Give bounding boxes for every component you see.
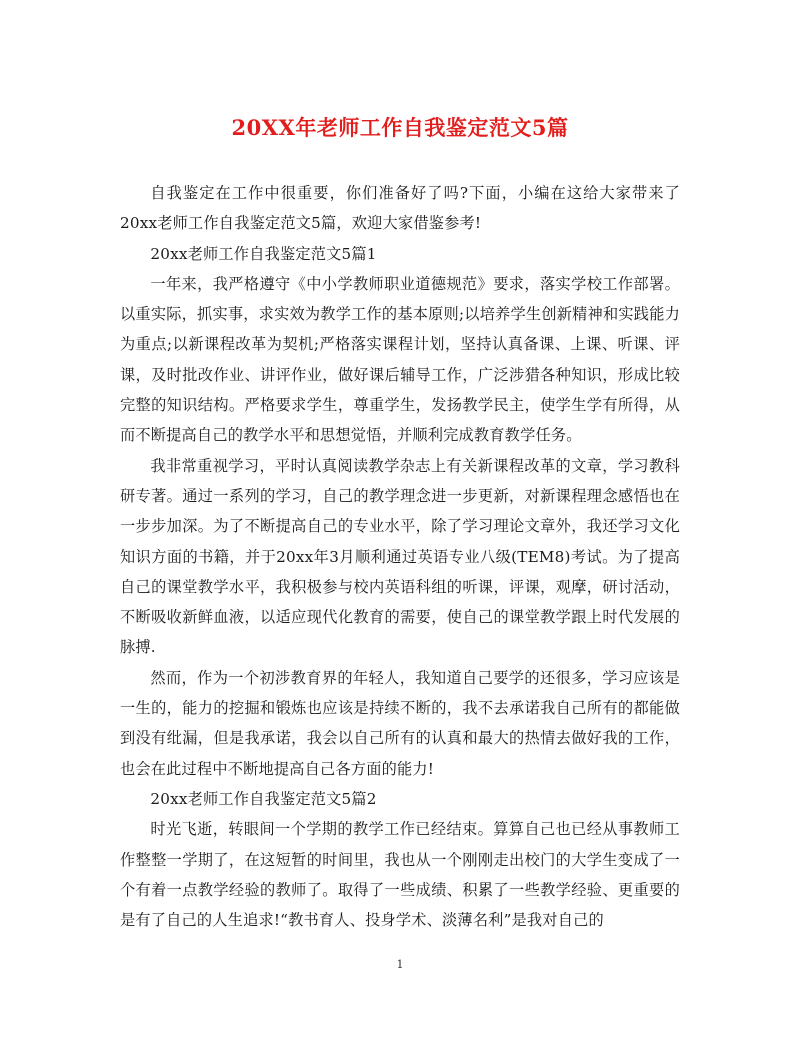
section-heading-1: 20xx老师工作自我鉴定范文5篇1 <box>150 244 377 263</box>
intro-paragraph: 自我鉴定在工作中很重要，你们准备好了吗?下面，小编在这给大家带来了20xx老师工作自我鉴定范文5篇，欢迎大家借鉴参考! <box>120 184 680 233</box>
section-heading-2: 20xx老师工作自我鉴定范文5篇2 <box>150 789 377 808</box>
section-1-paragraph-2: 我非常重视学习，平时认真阅读教学杂志上有关新课程改革的文章，学习教科研专著。通过一系列的学习，自己的教学理念进一步更新，对新课程理念感悟也在一步步加深。为了不断提高自己的专业水平，除了学习理论文章外，我还学习文化知识方面的书籍，并于20xx年3月顺利通过英语专业八级(TEM8)考试。为了提高自己的课堂教学水平，我积极参与校内英语科组的听课，评课，观摩，研讨活动，不断吸收新鲜血液，以适应现代化教育的需要，使自己的课堂教学跟上时代发展的脉搏. <box>120 456 680 657</box>
section-2-paragraph-1: 时光飞逝，转眼间一个学期的教学工作已经结束。算算自己也已经从事教师工作整整一学期了，在这短暂的时间里，我也从一个刚刚走出校门的大学生变成了一个有着一点教学经验的教师了。取得了一些成绩、积累了一些教学经验、更重要的是有了自己的人生追求!“教书育人、投身学术、淡薄名利”是我对自己的 <box>120 820 680 930</box>
document-body <box>120 178 680 935</box>
section-1-paragraph-3: 然而，作为一个初涉教育界的年轻人，我知道自己要学的还很多，学习应该是一生的，能力的挖掘和锻炼也应该是持续不断的，我不去承诺我自己所有的都能做到没有纰漏，但是我承诺，我会以自己所有的认真和最大的热情去做好我的工作，也会在此过程中不断地提高自己各方面的能力! <box>120 668 680 778</box>
page-number: 1 <box>396 958 404 971</box>
section-1-paragraph-1: 一年来，我严格遵守《中小学教师职业道德规范》要求，落实学校工作部署。以重实际，抓实事，求实效为教学工作的基本原则;以培养学生创新精神和实践能力为重点;以新课程改革为契机;严格落实课程计划，坚持认真备课、上课、听课、评课，及时批改作业、讲评作业，做好课后辅导工作，广泛涉猎各种知识，形成比较完整的知识结构。严格要求学生，尊重学生，发扬教学民主，使学生学有所得，从而不断提高自己的教学水平和思想觉悟，并顺利完成教育教学任务。 <box>120 274 680 445</box>
document-title: 20XX年老师工作自我鉴定范文5篇 <box>231 115 569 140</box>
